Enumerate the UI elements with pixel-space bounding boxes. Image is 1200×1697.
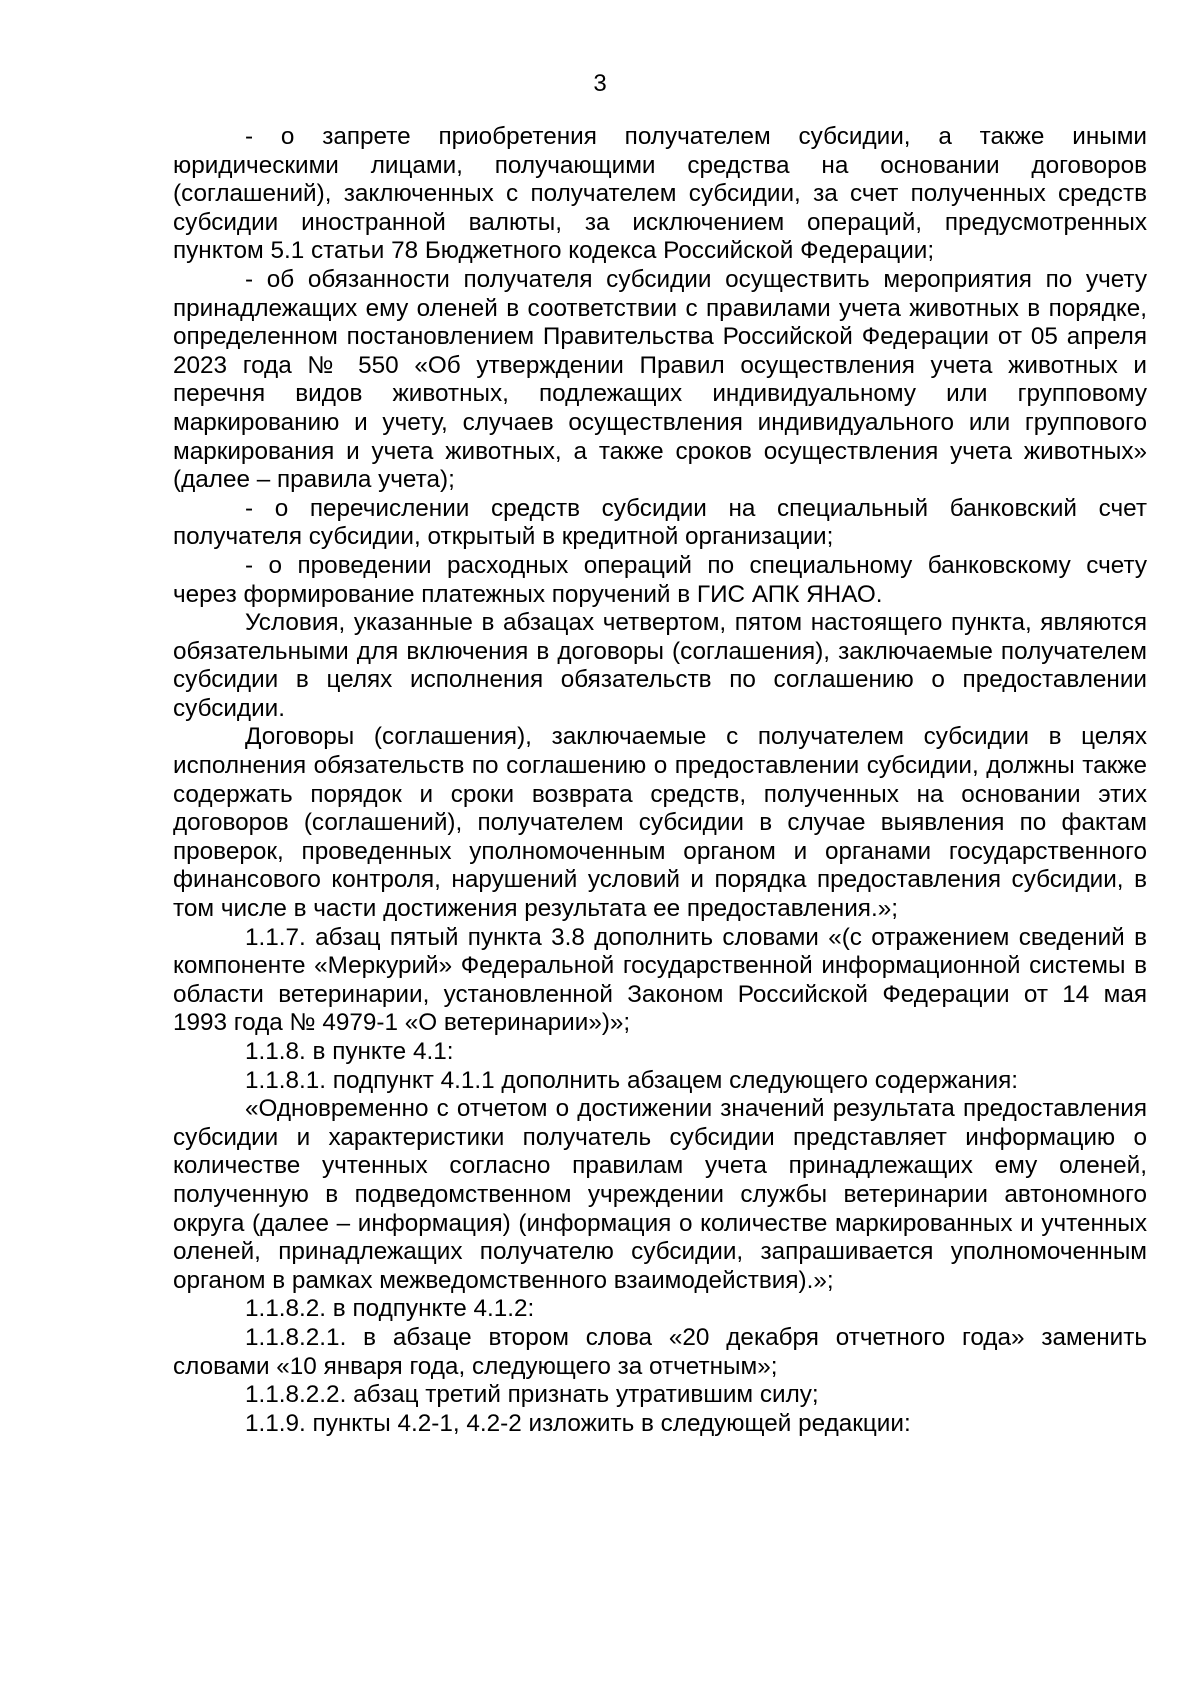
page-number: 3 bbox=[593, 70, 607, 97]
paragraph-special-account: - о перечислении средств субсидии на специальный банковский счет получателя субсидии, открытый в кредитной организации; bbox=[173, 494, 1147, 551]
paragraph-1-1-8: 1.1.8. в пункте 4.1: bbox=[245, 1038, 454, 1065]
paragraph-1-1-8-2: 1.1.8.2. в подпункте 4.1.2: bbox=[245, 1295, 535, 1323]
paragraph-1-1-9: 1.1.9. пункты 4.2-1, 4.2-2 изложить в следующей редакции: bbox=[245, 1409, 911, 1437]
document-body bbox=[173, 123, 1147, 1438]
paragraph-1-1-7: 1.1.7. абзац пятый пункта 3.8 дополнить словами «(с отражением сведений в компоненте «Меркурий» Федеральной государственной информационной системы в области ветеринарии, установленной Законом Российской Федерации от 14 мая 1993 года № 4979-1 «О ветеринарии»)»; bbox=[173, 923, 1147, 1037]
paragraph-1-1-8-2-2: 1.1.8.2.2. абзац третий признать утратившим силу; bbox=[245, 1381, 819, 1409]
paragraph-currency-ban: - о запрете приобретения получателем субсидии, а также иными юридическими лицами, получающими средства на основании договоров (соглашений), заключенных с получателем субсидии, за счет полученных средств субсидии иностранной валюты, за исключением операций, предусмотренных пунктом 5.1 статьи 78 Бюджетного кодекса Российской Федерации; bbox=[173, 123, 1147, 265]
paragraph-1-1-8-2-1: 1.1.8.2.1. в абзаце втором слова «20 декабря отчетного года» заменить словами «10 января года, следующего за отчетным»; bbox=[173, 1323, 1147, 1380]
paragraph-payment-orders: - о проведении расходных операций по специальному банковскому счету через формирование платежных поручений в ГИС АПК ЯНАО. bbox=[173, 551, 1147, 608]
paragraph-mandatory-conditions: Условия, указанные в абзацах четвертом, пятом настоящего пункта, являются обязательными для включения в договоры (соглашения), заключаемые получателем субсидии в целях исполнения обязательств по соглашению о предоставлении субсидии. bbox=[173, 609, 1147, 722]
paragraph-1-1-8-1: 1.1.8.1. подпункт 4.1.1 дополнить абзацем следующего содержания: bbox=[245, 1066, 1019, 1094]
paragraph-reindeer-accounting: - об обязанности получателя субсидии осуществить мероприятия по учету принадлежащих ему оленей в соответствии с правилами учета животных в порядке, определенном постановлением Правительства Российской Федерации от 05 апреля 2023 года № 550 «Об утверждении Правил осуществления учета животных и перечня видов животных, подлежащих индивидуальному или групповому маркированию и учету, случаев осуществления индивидуального или группового маркирования и учета животных, а также сроков осуществления учета животных» (далее – правила учета); bbox=[173, 265, 1147, 494]
paragraph-contracts-return: Договоры (соглашения), заключаемые с получателем субсидии в целях исполнения обязательств по соглашению о предоставлении субсидии, должны также содержать порядок и сроки возврата средств, полученных на основании этих договоров (соглашений), получателем субсидии в случае выявления по фактам проверок, проведенных уполномоченным органом и органами государственного финансового контроля, нарушений условий и порядка предоставления субсидии, в том числе в части достижения результата ее предоставления.»; bbox=[173, 723, 1147, 923]
paragraph-quoted-addition: «Одновременно с отчетом о достижении значений результата предоставления субсидии и характеристики получатель субсидии представляет информацию о количестве учтенных согласно правилам учета принадлежащих ему оленей, полученную в подведомственном учреждении службы ветеринарии автономного округа (далее – информация) (информация о количестве маркированных и учтенных оленей, принадлежащих получателю субсидии, запрашивается уполномоченным органом в рамках межведомственного взаимодействия).»; bbox=[173, 1095, 1147, 1294]
